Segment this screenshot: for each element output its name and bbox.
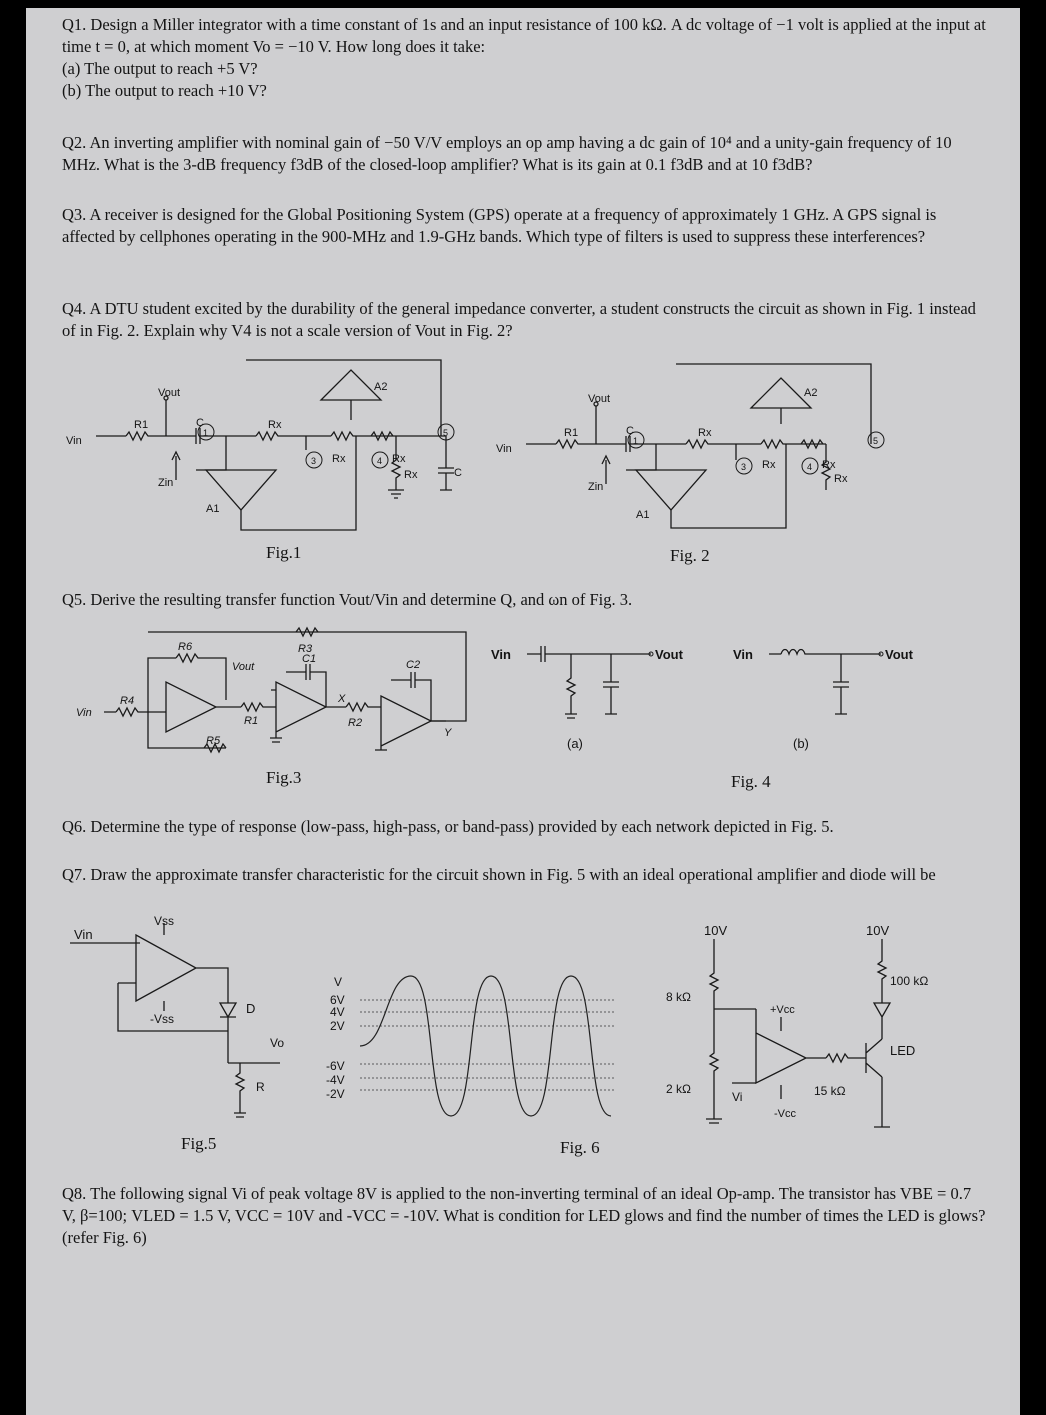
svg-text:A1: A1 xyxy=(636,509,650,521)
fig6-waveform xyxy=(326,966,626,1136)
fig4a-vout-label: Vout xyxy=(655,647,683,662)
fig1-rx-label-2: Rx xyxy=(332,453,346,465)
svg-text:Vo: Vo xyxy=(270,1036,285,1050)
svg-text:C2: C2 xyxy=(406,659,421,671)
fig3-vin-label: Vin xyxy=(76,707,92,719)
fig6-10v-left: 10V xyxy=(704,923,728,938)
svg-text:Y: Y xyxy=(444,727,452,739)
fig1-a1-label: A1 xyxy=(206,503,220,515)
svg-text:-4V: -4V xyxy=(326,1073,345,1087)
svg-text:2V: 2V xyxy=(330,1019,345,1033)
svg-text:C1: C1 xyxy=(302,653,317,665)
fig4b-vin-label: Vin xyxy=(733,647,753,662)
question-1b: (b) The output to reach +10 V? xyxy=(62,81,267,100)
svg-text:A2: A2 xyxy=(804,387,818,399)
fig1-rx-label-3: Rx xyxy=(392,453,406,465)
svg-text:Vss: Vss xyxy=(154,914,175,928)
svg-text:R: R xyxy=(256,1080,265,1094)
svg-text:3: 3 xyxy=(311,456,317,466)
svg-text:5: 5 xyxy=(873,436,879,446)
fig2-gic-circuit xyxy=(496,360,916,540)
fig4a-caption: (a) xyxy=(567,736,583,751)
svg-text:3: 3 xyxy=(741,462,747,472)
svg-text:8 kΩ: 8 kΩ xyxy=(666,990,691,1004)
svg-text:V: V xyxy=(334,975,343,989)
fig4-caption: Fig. 4 xyxy=(731,772,771,791)
fig5-circuit xyxy=(70,913,310,1138)
svg-text:R2: R2 xyxy=(348,717,363,729)
svg-text:6V: 6V xyxy=(330,993,345,1007)
svg-text:2 kΩ: 2 kΩ xyxy=(666,1082,691,1096)
svg-text:R6: R6 xyxy=(178,641,193,653)
question-1 xyxy=(62,14,986,102)
svg-text:1: 1 xyxy=(203,428,209,438)
svg-text:Rx: Rx xyxy=(834,473,848,485)
question-2: Q2. An inverting amplifier with nominal gain of −50 V/V employs an op amp having a dc gain of 10⁴ and a unity-gain frequency of 10 MHz. What is the 3-dB frequency f3dB of the closed-loop amplifier? What is its gain at 0.1 f3dB and at 10 f3dB? xyxy=(62,133,952,174)
question-6: Q6. Determine the type of response (low-pass, high-pass, or band-pass) provided by each network depicted in Fig. 5. xyxy=(62,817,834,836)
question-5: Q5. Derive the resulting transfer function Vout/Vin and determine Q, and ωn of Fig. 3. xyxy=(62,590,633,609)
fig3-caption: Fig.3 xyxy=(266,768,302,787)
svg-text:4V: 4V xyxy=(330,1005,345,1019)
svg-text:R5: R5 xyxy=(206,735,221,747)
svg-text:+Vcc: +Vcc xyxy=(770,1004,795,1016)
question-3: Q3. A receiver is designed for the Global Positioning System (GPS) operate at a frequency of approximately 1 GHz. A GPS signal is affected by cellphones operating in the 900-MHz and 1.9-GHz bands. Which type of filters is used to suppress these interferences? xyxy=(62,205,937,246)
svg-text:-Vss: -Vss xyxy=(150,1012,174,1026)
fig1-vin-label: Vin xyxy=(66,435,82,447)
svg-text:-Vcc: -Vcc xyxy=(774,1108,796,1120)
fig5-caption: Fig.5 xyxy=(181,1134,217,1153)
fig2-vout-label: Vout xyxy=(588,393,611,405)
svg-text:R1: R1 xyxy=(244,715,259,727)
fig4b-caption: (b) xyxy=(793,736,809,751)
svg-text:Vout: Vout xyxy=(232,661,255,673)
fig1-zin-label: Zin xyxy=(158,477,174,489)
question-1a: (a) The output to reach +5 V? xyxy=(62,59,258,78)
question-4: Q4. A DTU student excited by the durability of the general impedance converter, a student constructs the circuit as shown in Fig. 1 instead of in Fig. 2. Explain why V4 is not a scale version of Vout in Fig. 2? xyxy=(62,299,976,340)
svg-text:Rx: Rx xyxy=(822,459,836,471)
svg-text:4: 4 xyxy=(377,456,383,466)
svg-text:Rx: Rx xyxy=(762,459,776,471)
svg-text:Vi: Vi xyxy=(732,1090,743,1104)
fig1-a2-label: A2 xyxy=(374,381,388,393)
fig6-10v-right: 10V xyxy=(866,923,890,938)
fig1-c2-label: C xyxy=(454,467,462,479)
fig2-vin-label: Vin xyxy=(496,443,512,455)
svg-text:4: 4 xyxy=(807,462,813,472)
fig6-caption: Fig. 6 xyxy=(560,1138,600,1157)
fig1-vout-label: Vout xyxy=(158,387,181,399)
fig1-rx-label-4: Rx xyxy=(404,469,418,481)
svg-text:100 kΩ: 100 kΩ xyxy=(890,974,929,988)
svg-text:LED: LED xyxy=(890,1043,916,1058)
fig1-gic-circuit xyxy=(66,360,486,540)
svg-text:5: 5 xyxy=(443,428,449,438)
exam-paper xyxy=(26,8,1020,1415)
fig1-r1-label: R1 xyxy=(134,419,149,431)
fig1-c-label: C xyxy=(196,417,204,429)
question-7: Q7. Draw the approximate transfer characteristic for the circuit shown in Fig. 5 with an ideal operational amplifier and diode will be xyxy=(62,865,936,884)
svg-text:R4: R4 xyxy=(120,695,135,707)
svg-text:R1: R1 xyxy=(564,427,579,439)
svg-text:1: 1 xyxy=(633,436,639,446)
svg-text:D: D xyxy=(246,1001,256,1016)
fig6-circuit xyxy=(666,913,929,1143)
svg-text:X: X xyxy=(338,693,346,705)
svg-text:-6V: -6V xyxy=(326,1059,345,1073)
fig1-caption: Fig.1 xyxy=(266,543,302,562)
fig2-caption: Fig. 2 xyxy=(670,546,710,565)
fig5-vin-label: Vin xyxy=(74,927,93,942)
svg-text:15 kΩ: 15 kΩ xyxy=(814,1084,846,1098)
fig3-biquad-circuit xyxy=(76,620,476,765)
fig4b-vout-label: Vout xyxy=(885,647,913,662)
fig4-filter-networks xyxy=(491,638,911,753)
svg-text:-2V: -2V xyxy=(326,1087,345,1101)
svg-text:Rx: Rx xyxy=(698,427,712,439)
svg-text:R3: R3 xyxy=(298,643,313,655)
question-1-text: Q1. Design a Miller integrator with a time constant of 1s and an input resistance of 100 kΩ. A dc voltage of −1 volt is applied at the input at time t = 0, at which moment Vo = −10 V. How long does it take: xyxy=(62,15,986,56)
svg-text:C: C xyxy=(626,425,634,437)
question-8: Q8. The following signal Vi of peak voltage 8V is applied to the non-inverting terminal of an ideal Op-amp. The transistor has VBE = 0.7 V, β=100; VLED = 1.5 V, VCC = 10V and -VCC = -10V. What is condition for LED glows and find the number of times the LED is glows? (refer Fig. 6) xyxy=(62,1184,986,1247)
fig1-rx-label-1: Rx xyxy=(268,419,282,431)
svg-text:Zin: Zin xyxy=(588,481,604,493)
fig4a-vin-label: Vin xyxy=(491,647,511,662)
